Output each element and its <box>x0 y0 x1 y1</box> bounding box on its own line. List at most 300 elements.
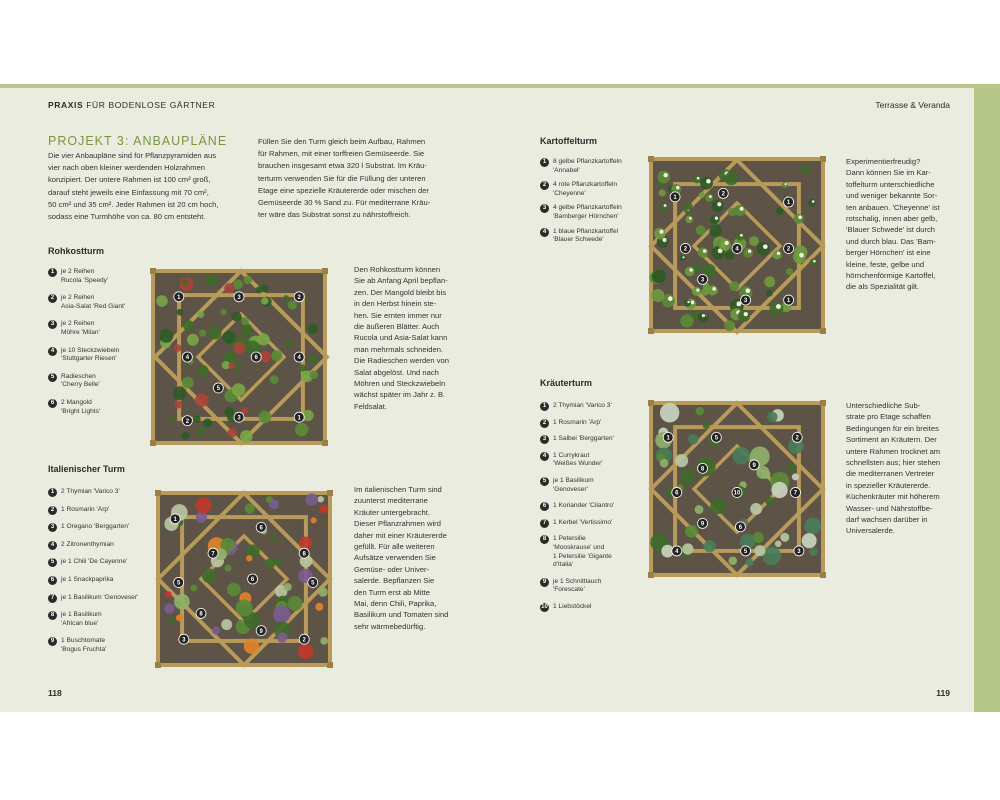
legend-text: 1 Currykraut <box>553 451 590 459</box>
plant <box>165 591 172 598</box>
plan-number-label: 9 <box>752 463 756 470</box>
plant <box>299 364 306 371</box>
plant <box>309 370 318 379</box>
corner-post <box>150 440 156 446</box>
plant <box>182 377 194 389</box>
rohkost-text <box>354 264 474 412</box>
plant <box>782 182 788 188</box>
corner-post <box>820 156 826 162</box>
plant <box>767 412 778 423</box>
plant <box>765 496 774 505</box>
flower <box>706 179 711 184</box>
rohkost-text-line: man mehrmals schneiden. <box>354 344 444 354</box>
legend-text: 1 Petersilie <box>553 535 586 543</box>
plan-number-label: 7 <box>793 490 798 497</box>
flower <box>662 238 666 242</box>
plan-number-label: 5 <box>743 549 748 556</box>
plant <box>273 606 290 623</box>
plant <box>705 194 713 202</box>
italien-text-line: den Turm erst ab Mitte <box>354 587 430 597</box>
legend-number-badge: 4 <box>540 452 549 461</box>
legend-text: 2 Thymian 'Varico 3' <box>61 488 120 495</box>
plant <box>680 470 694 484</box>
plant <box>227 583 241 597</box>
plan-number-label: 5 <box>311 580 315 587</box>
legend-number-badge: 1 <box>540 158 549 167</box>
legend-text: je 2 Reihen <box>61 268 95 275</box>
plant <box>311 517 317 523</box>
legend-text: 'Cherry Belle' <box>61 381 100 389</box>
legend-text: 'Stuttgarter Riesen' <box>61 355 117 363</box>
plant <box>786 268 793 275</box>
header-section-rest: FÜR BODENLOSE GÄRTNER <box>83 100 216 110</box>
plant <box>270 535 276 541</box>
plant <box>271 350 282 361</box>
plant <box>288 596 303 611</box>
plant <box>270 375 279 384</box>
kraeuter-text-line: die mediterranen Vertreter <box>846 469 935 479</box>
legend-number-badge: 4 <box>48 541 57 550</box>
legend-text: 2 Thymian 'Varico 3' <box>553 402 612 409</box>
kartoffel-text <box>846 156 968 293</box>
italien-text-line: zuunterst mediterrane <box>354 496 428 506</box>
plan-number-label: 10 <box>733 490 741 497</box>
plant <box>167 415 174 422</box>
flower <box>664 204 667 207</box>
rohkost-text-line: Feldsalat. <box>354 401 387 411</box>
plant <box>787 463 796 472</box>
plan-number-label: 2 <box>721 191 725 198</box>
legend-number-badge: 6 <box>48 399 57 408</box>
italien-text-line: gefüllt. Für alle weiteren <box>354 542 435 552</box>
kartoffel-text-line: und durch blau. Das 'Bam- <box>846 236 936 246</box>
rohkost-text-line: in den Herbst hinein ste- <box>354 299 437 309</box>
legend-text: 'Cheyenne' <box>553 189 586 197</box>
flower <box>659 230 663 234</box>
plant <box>299 536 312 549</box>
plant <box>156 295 168 307</box>
rohkost-legend <box>48 268 158 438</box>
plant <box>724 320 735 331</box>
legend-text: je 2 Reihen <box>61 320 95 328</box>
rohkost-text-line: Salat abgelöst. Und nach <box>354 367 439 377</box>
kartoffel-text-line: kleine, feste, gelbe und <box>846 259 925 269</box>
kraeuter-text <box>846 400 968 537</box>
legend-text: je 1 Basilikum <box>61 611 102 619</box>
legend-number-badge: 3 <box>540 435 549 444</box>
legend-number-badge: 5 <box>48 558 57 567</box>
legend-text: 'Annabel' <box>553 166 580 174</box>
plant <box>810 259 817 266</box>
legend-text: 4 rote Pflanzkartoffeln <box>553 181 618 189</box>
intro-col2-line: für Rahmen, mit einer torffreien Gemüseerde. Sie <box>258 149 425 159</box>
flower <box>682 256 684 258</box>
legend-number-badge: 7 <box>48 594 57 603</box>
plan-number-label: 1 <box>786 298 791 305</box>
plant <box>197 427 206 436</box>
italien-text-line: Gemüse- oder Univer- <box>354 564 430 574</box>
flower <box>763 244 768 249</box>
plant <box>320 637 328 645</box>
italien-text-line: sehr wärmebedürftig. <box>354 621 426 631</box>
plan-number-label: 6 <box>254 355 258 362</box>
legend-text: 1 blaue Pflanzkartoffel <box>553 227 619 235</box>
plant <box>688 434 698 444</box>
legend-text: 'Bamberger Hörnchen' <box>553 212 619 220</box>
plant <box>224 283 234 293</box>
flower <box>740 207 744 211</box>
legend-number-badge: 9 <box>540 578 549 587</box>
flower <box>725 241 729 245</box>
plan-number-label: 4 <box>297 355 301 362</box>
rohkost-text-line: wächst später im Jahr z. B. <box>354 390 446 400</box>
plant <box>685 216 693 224</box>
intro-col2-line: brauchen insgesamt etwa 320 l Substrat. Im Kräu- <box>258 161 427 171</box>
flower <box>799 253 804 258</box>
top-accent-bar <box>0 84 1000 88</box>
plant <box>693 176 701 184</box>
intro-col2-line: terturm verwenden Sie für die Füllung der unteren <box>258 173 426 183</box>
plan-number-label: 6 <box>675 490 679 497</box>
legend-text: Rucola 'Speedy' <box>61 276 109 284</box>
legend-number-badge: 1 <box>540 402 549 411</box>
running-header-right: Terrasse & Veranda <box>875 100 950 110</box>
plant <box>244 638 260 654</box>
legend-number-badge: 2 <box>540 181 549 190</box>
rohkost-text-line: Sie ab Anfang April bepflan- <box>354 276 448 286</box>
plant <box>177 309 184 316</box>
plant <box>682 543 693 554</box>
plant <box>187 334 199 346</box>
plant <box>183 320 194 331</box>
kraeuter-legend <box>540 402 650 632</box>
plant <box>660 203 668 211</box>
corner-post <box>648 156 654 162</box>
legend-text: 'Mooskrause' und <box>553 543 605 551</box>
kartoffel-text-line: Experimentierfreudig? <box>846 157 921 166</box>
flower <box>676 186 680 190</box>
plant <box>685 202 693 210</box>
plan-number-label: 1 <box>177 295 181 301</box>
legend-text: 1 Koriander 'Cilantro' <box>553 502 615 510</box>
plant <box>264 558 275 569</box>
plant <box>699 192 705 198</box>
corner-post <box>150 268 156 274</box>
kraeuter-text-line: Universalerde. <box>846 526 895 536</box>
legend-number-badge: 8 <box>540 535 549 544</box>
kartoffel-text-line: hörnchenförmige Kartoffel, <box>846 271 936 281</box>
plan-number-label: 3 <box>237 295 241 301</box>
corner-post <box>155 662 161 668</box>
intro-col1-line: 50 cm² und 35 cm². Jeder Rahmen ist 20 cm hoch, <box>48 199 219 209</box>
corner-post <box>648 328 654 334</box>
legend-number-badge: 1 <box>48 268 57 277</box>
plan-number-label: 8 <box>302 551 306 558</box>
kraeuter-text-line: Küchenkräuter mit höherem <box>846 492 940 502</box>
kraeuter-text-line: darf wachsen darüber in <box>846 515 928 525</box>
legend-number-badge: 4 <box>48 347 57 356</box>
legend-text: 'Weißes Wunder' <box>553 460 603 468</box>
plant <box>241 323 253 335</box>
plant <box>698 247 709 258</box>
plant <box>196 512 207 523</box>
plan-number-label: 6 <box>738 525 743 532</box>
flower <box>690 301 694 305</box>
page-number-left: 118 <box>48 688 62 698</box>
kraeuter-text-line: Sortiment an Kräutern. Der <box>846 435 937 445</box>
plant <box>651 289 664 302</box>
plant <box>704 540 716 552</box>
plant <box>700 177 713 190</box>
corner-post <box>322 268 328 274</box>
plant <box>168 618 175 625</box>
plant <box>794 214 804 224</box>
plant <box>197 311 204 318</box>
legend-text: 1 Liebstöckel <box>553 603 592 610</box>
legend-text: 1 Rosmarin 'Arp' <box>61 505 110 513</box>
flower <box>776 304 781 309</box>
plant <box>695 407 704 416</box>
legend-text: Möhre 'Milan' <box>61 328 100 336</box>
plant <box>306 493 318 505</box>
plant <box>182 279 188 285</box>
plant <box>243 275 252 284</box>
legend-number-badge: 1 <box>48 488 57 497</box>
plant <box>258 333 270 345</box>
flower <box>785 183 787 185</box>
plant <box>288 300 297 309</box>
rohkost-text-line: Rucola und Asia-Salat kann <box>354 333 448 343</box>
plan-number-label: 1 <box>173 517 177 523</box>
flower <box>744 312 748 316</box>
plant <box>685 267 695 277</box>
plant <box>659 189 666 196</box>
plan-number-label: 1 <box>786 200 791 207</box>
plant <box>766 290 773 297</box>
legend-text: 1 Salbei 'Berggarten' <box>553 435 614 443</box>
plant <box>320 505 329 514</box>
legend-text: je 10 Steckzwiebeln <box>61 346 120 354</box>
plant <box>801 165 811 175</box>
plant <box>709 224 722 237</box>
kraeuter-text-line: in spezieller Kräutererde. <box>846 480 931 490</box>
plant <box>176 615 183 622</box>
plan-number-label: 2 <box>786 246 791 253</box>
kraeuter-plan <box>648 400 826 578</box>
flower <box>813 260 816 263</box>
plant <box>769 302 783 316</box>
intro-col1-line: vier nach oben kleiner werdenden Holzrahmen <box>48 163 206 173</box>
italien-legend <box>48 488 158 668</box>
plan-number-label: 5 <box>176 580 181 587</box>
legend-number-badge: 6 <box>48 576 57 585</box>
flower <box>703 249 707 253</box>
plant <box>317 496 324 503</box>
plant <box>696 225 706 235</box>
plant <box>809 547 818 556</box>
legend-text: 'African blue' <box>61 619 99 627</box>
rohkost-text-line: zen. Der Mangold bleibt bis <box>354 287 447 297</box>
corner-post <box>155 490 161 496</box>
intro-col2-line: Füllen Sie den Turm gleich beim Aufbau, Rahmen <box>258 137 426 146</box>
plant <box>259 411 272 424</box>
plant <box>283 295 289 301</box>
legend-number-badge: 2 <box>48 294 57 303</box>
plant <box>174 344 182 352</box>
legend-text: je 1 Basilikum 'Genoveser' <box>61 593 139 601</box>
plant <box>750 503 762 515</box>
legend-text: 'Blauer Schwede' <box>553 236 604 244</box>
plant <box>164 603 175 614</box>
legend-number-badge: 7 <box>540 519 549 528</box>
legend-text: 'Forescate' <box>553 586 585 594</box>
flower <box>709 195 712 198</box>
plant <box>202 568 217 583</box>
legend-text: Radieschen <box>61 372 96 380</box>
project-title: PROJEKT 3: ANBAUPLÄNE <box>48 134 228 148</box>
plant <box>228 362 235 369</box>
plan-number-label: 1 <box>673 195 677 202</box>
plant <box>206 274 218 286</box>
plan-number-label: 8 <box>700 466 705 473</box>
plan-number-label: 3 <box>700 277 705 284</box>
plant <box>295 423 309 437</box>
italien-text-line: Basilikum und Tomaten sind <box>354 610 449 620</box>
flower <box>812 200 815 203</box>
plant <box>764 276 775 287</box>
plant <box>298 644 313 659</box>
plant <box>240 430 253 443</box>
flower <box>697 177 700 180</box>
plant <box>174 594 190 610</box>
intro-column-2 <box>258 136 478 221</box>
plant <box>692 287 701 296</box>
plant <box>775 540 782 547</box>
plan-number-label: 3 <box>797 549 801 556</box>
plant <box>193 415 201 423</box>
plan-number-label: 3 <box>237 415 241 422</box>
plan-number-label: 8 <box>199 611 203 618</box>
legend-text: Asia-Salat 'Red Giant' <box>61 302 126 310</box>
rohkost-text-line: Die Radieschen werden von <box>354 356 449 366</box>
plant <box>780 533 789 542</box>
plant <box>772 250 781 259</box>
legend-number-badge: 9 <box>48 637 57 646</box>
plant <box>236 599 253 616</box>
legend-text: 1 Rosmarin 'Arp' <box>553 418 602 426</box>
plant <box>220 309 226 315</box>
plant <box>315 603 323 611</box>
plant <box>733 447 751 465</box>
plant <box>754 545 765 556</box>
legend-number-badge: 2 <box>540 419 549 428</box>
legend-number-badge: 10 <box>541 604 548 610</box>
italien-title: Italienischer Turm <box>48 464 125 474</box>
plant <box>776 207 784 215</box>
plan-number-label: 9 <box>700 521 705 528</box>
italien-text-line: Aufsätze verwenden Sie <box>354 553 436 563</box>
plant <box>710 498 726 514</box>
running-header-left <box>48 100 215 110</box>
corner-post <box>820 400 826 406</box>
plan-number-label: 2 <box>185 418 190 425</box>
intro-col2-line: ter wäre das Substrat sonst zu nährstoffreich. <box>258 210 411 220</box>
flower <box>798 216 802 220</box>
header-section-bold: PRAXIS <box>48 100 84 110</box>
corner-post <box>327 490 333 496</box>
flower <box>717 202 721 206</box>
flower <box>777 252 780 255</box>
plant <box>245 504 255 514</box>
legend-text: 4 gelbe Pflanzkartoffeln <box>553 204 622 212</box>
plant <box>762 470 771 479</box>
plant <box>753 532 764 543</box>
legend-number-badge: 6 <box>540 502 549 511</box>
flower <box>740 234 743 237</box>
plant <box>793 251 806 264</box>
plant <box>712 200 724 212</box>
plant <box>199 329 206 336</box>
plant <box>703 422 710 429</box>
italien-text-line: daher mit einer Kräutererde <box>354 530 447 540</box>
intro-col1-line: sodass eine Turmhöhe von ca. 80 cm entsteht. <box>48 212 206 222</box>
plant <box>757 242 770 255</box>
plan-number-label: 5 <box>216 386 221 393</box>
intro-col2-line: Etage eine spezielle Kräutererde oder mischen der <box>258 185 429 195</box>
legend-text: 'Bogus Fruchta' <box>61 645 107 653</box>
flower <box>745 288 750 293</box>
legend-text: je 1 Chili 'De Cayenne' <box>61 558 128 566</box>
rohkost-plan <box>150 268 332 446</box>
flower <box>687 301 689 303</box>
flower <box>712 287 716 291</box>
plant <box>221 619 232 630</box>
legend-text: 1 Oregano 'Berggarten' <box>61 523 130 531</box>
plant <box>308 324 318 334</box>
plant <box>698 312 707 321</box>
legend-text: 2 Mangold <box>61 399 92 406</box>
legend-text: 'Genoveser' <box>553 485 588 493</box>
corner-post <box>322 440 328 446</box>
plant <box>174 400 182 408</box>
plant <box>745 558 753 566</box>
plant <box>749 236 759 246</box>
plant <box>680 314 693 327</box>
plan-number-label: 3 <box>743 298 748 305</box>
plant <box>710 215 720 225</box>
flower <box>702 314 705 317</box>
legend-text: je 1 Snackpaprika <box>61 576 114 583</box>
plant <box>269 499 279 509</box>
plan-number-label: 4 <box>735 246 739 253</box>
plan-number-label: 4 <box>675 549 679 556</box>
corner-post <box>820 572 826 578</box>
kartoffel-legend <box>540 158 650 268</box>
rohkost-title: Rohkostturm <box>48 246 104 256</box>
plan-number-label: 2 <box>302 637 306 644</box>
rohkost-text-line: Möhren und Steckzwiebeln <box>354 379 446 389</box>
intro-column-1 <box>48 150 258 223</box>
flower <box>663 173 667 177</box>
kraeuter-text-line: schnellsten aus; hier stehen <box>846 458 941 468</box>
plant <box>309 355 318 364</box>
kraeuter-text-line: Wasser- und Nährstoffbe- <box>846 503 933 513</box>
plant <box>318 587 327 596</box>
plant <box>233 279 243 289</box>
kraeuter-text-line: Unterschiedliche Sub- <box>846 401 921 410</box>
plant <box>657 171 670 184</box>
plant <box>231 312 241 322</box>
